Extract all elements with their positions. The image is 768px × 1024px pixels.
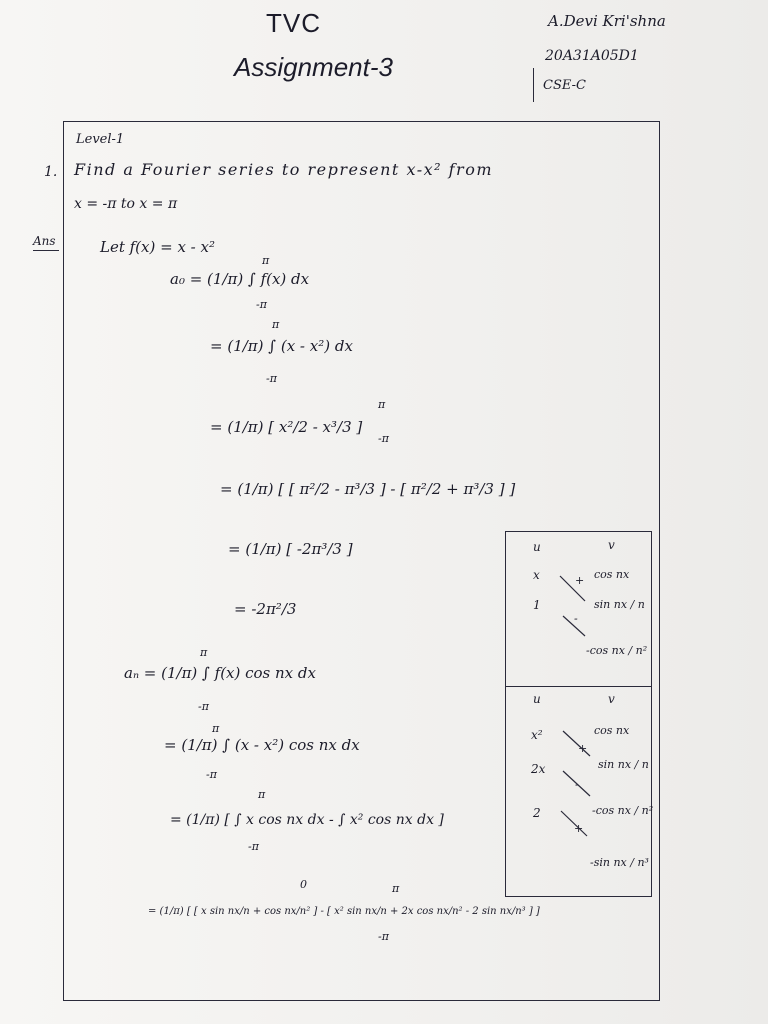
uv1-u-row: x: [533, 568, 540, 582]
question-text-line1: Find a Fourier series to represent x-x² from: [74, 160, 493, 179]
level-label: Level-1: [76, 132, 125, 147]
limit-lower: -π: [378, 930, 389, 943]
limit-upper: π: [212, 722, 220, 735]
uv2-sign: -: [575, 778, 579, 791]
step-a0-integral: = (1/π) ∫ (x - x²) dx: [210, 337, 353, 355]
uv1-v-row: sin nx / n: [594, 598, 645, 611]
limit-upper: π: [392, 882, 400, 895]
uv2-v-row: -sin nx / n³: [590, 856, 649, 869]
step-an-expand: = (1/π) [ [ x sin nx/n + cos nx/n² ] - [ x² sin nx/n + 2x cos nx/n² - 2 sin nx/n³ ] ]: [148, 906, 540, 917]
student-name: A.Devi Kri'shna: [548, 12, 666, 30]
roll-number: 20A31A05D1: [545, 48, 639, 64]
limit-upper: π: [258, 788, 266, 801]
limit-lower: -π: [198, 700, 209, 713]
uv1-v-header: v: [608, 538, 615, 552]
uv1-sign: -: [574, 612, 578, 625]
limit-upper: π: [378, 398, 386, 411]
step-an-definition: aₙ = (1/π) ∫ f(x) cos nx dx: [124, 664, 316, 682]
step-a0-result: = -2π²/3: [234, 600, 297, 618]
uv2-v-row: -cos nx / n²: [592, 804, 654, 817]
limit-lower: -π: [206, 768, 217, 781]
answer-underline: [33, 250, 59, 251]
page-title: TVC: [266, 8, 321, 38]
step-an-split: = (1/π) [ ∫ x cos nx dx - ∫ x² cos nx dx ]: [170, 812, 444, 828]
uv2-v-header: v: [608, 692, 615, 706]
step-let-fx: Let f(x) = x - x²: [100, 238, 215, 256]
uv2-sign: +: [574, 822, 584, 835]
uv2-u-header: u: [533, 692, 541, 706]
uv2-u-row: x²: [531, 728, 543, 742]
step-an-integral: = (1/π) ∫ (x - x²) cos nx dx: [164, 736, 360, 754]
uv1-v-row: cos nx: [594, 568, 630, 581]
limit-lower: -π: [378, 432, 389, 445]
uv2-v-row: sin nx / n: [598, 758, 649, 771]
limit-upper: π: [262, 254, 270, 267]
section-label: CSE-C: [543, 78, 586, 93]
step-a0-simplify: = (1/π) [ -2π³/3 ]: [228, 540, 353, 558]
limit-lower: -π: [266, 372, 277, 385]
question-number: 1.: [44, 164, 58, 180]
step-a0-substitute: = (1/π) [ [ π²/2 - π³/3 ] - [ π²/2 + π³/3 ] ]: [220, 480, 516, 498]
uv2-v-row: cos nx: [594, 724, 630, 737]
limit-upper: π: [200, 646, 208, 659]
limit-upper: π: [272, 318, 280, 331]
uv1-v-row: -cos nx / n²: [586, 644, 648, 657]
question-text-line2: x = -π to x = π: [74, 196, 178, 212]
limit-lower: -π: [256, 298, 267, 311]
limit-lower: -π: [248, 840, 259, 853]
limit-zero: 0: [300, 878, 307, 891]
step-a0-definition: a₀ = (1/π) ∫ f(x) dx: [170, 270, 310, 288]
uv-arrows: [505, 531, 652, 897]
answer-label: Ans: [33, 234, 56, 248]
uv1-u-header: u: [533, 540, 541, 554]
uv2-sign: +: [578, 742, 588, 755]
uv1-u-row: 1: [533, 598, 541, 612]
header-divider: [533, 68, 534, 102]
assignment-subtitle: Assignment-3: [234, 52, 393, 82]
uv2-u-row: 2: [533, 806, 541, 820]
uv2-u-row: 2x: [531, 762, 546, 776]
uv1-sign: +: [575, 574, 585, 587]
step-a0-antiderivative: = (1/π) [ x²/2 - x³/3 ]: [210, 418, 363, 436]
